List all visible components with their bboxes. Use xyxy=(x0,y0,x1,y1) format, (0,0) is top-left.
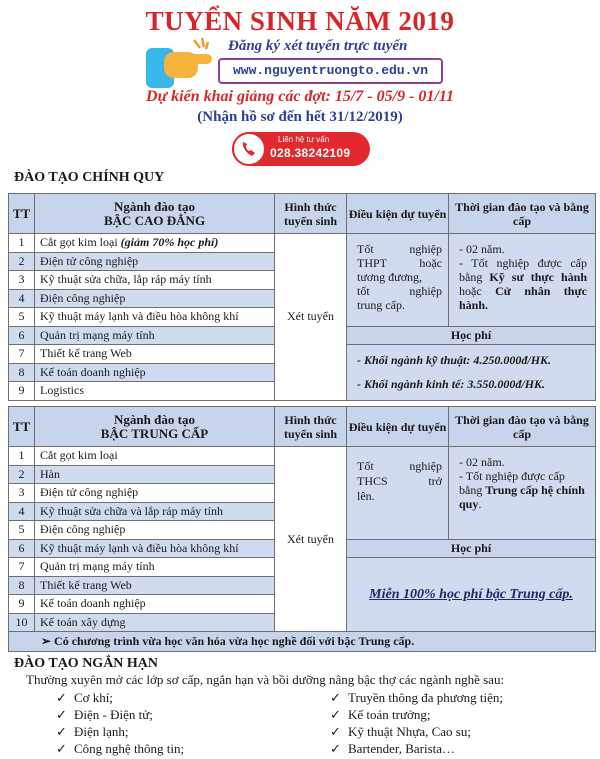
program-name: Kỹ thuật sửa chữa, lắp ráp máy tính xyxy=(35,271,275,290)
website-link[interactable]: www.nguyentruongto.edu.vn xyxy=(218,58,443,84)
college-fee-header: Học phí xyxy=(347,326,596,345)
fee-economic: - Khối ngành kinh tế: 3.550.000đ/HK. xyxy=(357,377,546,392)
formal-training-title: ĐÀO TẠO CHÍNH QUY xyxy=(14,170,165,185)
short-course-item xyxy=(56,741,184,757)
degree-intermediate: Trung cấp hệ chính quy xyxy=(459,483,585,511)
row-number: 3 xyxy=(9,271,35,290)
row-number: 5 xyxy=(9,308,35,327)
discount-note: (giảm 70% học phí) xyxy=(117,235,219,250)
pointing-hand-icon xyxy=(142,34,214,92)
college-duration-degree xyxy=(449,234,596,327)
row-number: 8 xyxy=(9,576,35,595)
degree-bachelor: Cử nhân thực hành. xyxy=(459,284,587,312)
col-program-label: Ngành đào tạo xyxy=(114,198,195,214)
short-course-label: Kế toán trưởng; xyxy=(348,707,431,722)
program-name: Hàn xyxy=(35,465,275,484)
short-term-intro: Thường xuyên mở các lớp sơ cấp, ngắn hạn và bồi dưỡng nâng bậc thợ các ngành nghề sau: xyxy=(26,672,505,687)
short-term-title: ĐÀO TẠO NGẮN HẠN xyxy=(14,656,159,671)
short-course-item xyxy=(330,724,471,740)
intermediate-fee-waiver: Miễn 100% học phí bậc Trung cấp. xyxy=(347,558,596,632)
row-number: 4 xyxy=(9,289,35,308)
hotline-label: Liên hệ tư vấn xyxy=(278,135,330,144)
program-name: Thiết kế trang Web xyxy=(35,576,275,595)
short-course-item xyxy=(330,690,503,706)
short-course-label: Bartender, Barista… xyxy=(348,741,456,756)
short-course-label: Truyền thông đa phương tiện; xyxy=(348,690,503,705)
col-program xyxy=(35,194,275,234)
intermediate-fee-header: Học phí xyxy=(347,539,596,558)
college-entry-condition xyxy=(347,234,449,327)
degree-text xyxy=(459,469,587,511)
intermediate-table xyxy=(8,406,596,652)
degree-suffix: . xyxy=(478,497,482,511)
row-number: 9 xyxy=(9,595,35,614)
degree-text xyxy=(459,256,587,312)
cond-line: tương đương, xyxy=(357,270,423,284)
short-course-label: Kỹ thuật Nhựa, Cao su; xyxy=(348,724,471,739)
cond-line: THCS trở xyxy=(357,474,442,488)
program-name: Thiết kế trang Web xyxy=(35,345,275,364)
program-name xyxy=(35,234,275,253)
check-icon: ✓ xyxy=(330,724,341,739)
row-number: 6 xyxy=(9,539,35,558)
short-course-item xyxy=(56,690,113,706)
college-table xyxy=(8,193,596,401)
duration-years: - 02 năm. xyxy=(459,242,505,256)
cond-line: trung cấp. xyxy=(357,298,405,312)
cond-line: Tốt nghiệp xyxy=(357,242,442,256)
row-number: 10 xyxy=(9,613,35,632)
program-name: Kỹ thuật sửa chữa và lắp ráp máy tính xyxy=(35,502,275,521)
intermediate-duration-degree xyxy=(449,447,596,540)
program-name: Kế toán doanh nghiệp xyxy=(35,363,275,382)
col-tt: TT xyxy=(9,407,35,447)
program-name: Quản trị mạng máy tính xyxy=(35,558,275,577)
short-course-item xyxy=(56,724,129,740)
row-number: 4 xyxy=(9,502,35,521)
combined-program-note: ➢ Có chương trình vừa học văn hóa vừa học nghề đối với bậc Trung cấp. xyxy=(9,632,596,652)
row-number: 1 xyxy=(9,234,35,253)
row-number: 8 xyxy=(9,363,35,382)
intermediate-admission-method: Xét tuyển xyxy=(275,447,347,632)
row-number: 2 xyxy=(9,465,35,484)
page-title: TUYỂN SINH NĂM 2019 xyxy=(145,6,455,36)
col-method: Hình thức tuyển sinh xyxy=(275,194,347,234)
degree-prefix: - Tốt nghiệp được cấp bằng xyxy=(459,256,587,284)
short-course-label: Công nghệ thông tin; xyxy=(74,741,185,756)
college-admission-method: Xét tuyển xyxy=(275,234,347,401)
program-name: Kỹ thuật máy lạnh và điều hòa không khí xyxy=(35,539,275,558)
intermediate-entry-condition xyxy=(347,447,449,540)
college-fee-list xyxy=(347,345,596,401)
program-name-text: Cắt gọt kim loại xyxy=(40,235,118,250)
program-name: Kế toán xây dựng xyxy=(35,613,275,632)
short-course-label: Điện - Điện tử; xyxy=(74,707,153,722)
program-name: Điện tử công nghiệp xyxy=(35,484,275,503)
col-tt: TT xyxy=(9,194,35,234)
degree-mid: hoặc xyxy=(459,284,496,298)
hotline-number: 028.38242109 xyxy=(270,146,351,160)
col-duration: Thời gian đào tạo và bằng cấp xyxy=(449,194,596,234)
program-name: Quản trị mạng máy tính xyxy=(35,326,275,345)
program-name: Điện công nghiệp xyxy=(35,521,275,540)
short-course-item xyxy=(56,707,153,723)
col-condition: Điều kiện dự tuyển xyxy=(347,194,449,234)
intermediate-level-label: BẬC TRUNG CẤP xyxy=(100,425,209,441)
col-program xyxy=(35,407,275,447)
row-number: 7 xyxy=(9,558,35,577)
row-number: 6 xyxy=(9,326,35,345)
college-level-label: BẬC CAO ĐẲNG xyxy=(103,212,206,228)
col-duration: Thời gian đào tạo và bằng cấp xyxy=(449,407,596,447)
program-name: Điện tử công nghiệp xyxy=(35,252,275,271)
row-number: 2 xyxy=(9,252,35,271)
hotline-badge[interactable] xyxy=(232,132,370,166)
cond-line: lên. xyxy=(357,489,375,503)
short-course-item xyxy=(330,741,455,757)
program-name: Kế toán doanh nghiệp xyxy=(35,595,275,614)
program-name: Cắt gọt kim loại xyxy=(35,447,275,466)
application-deadline: (Nhận hồ sơ đến hết 31/12/2019) xyxy=(197,109,403,125)
check-icon: ✓ xyxy=(56,724,67,739)
program-name: Logistics xyxy=(35,382,275,401)
duration-years: - 02 năm. xyxy=(459,455,505,469)
col-condition: Điều kiện dự tuyển xyxy=(347,407,449,447)
cond-line: Tốt nghiệp xyxy=(357,459,442,473)
check-icon: ✓ xyxy=(330,690,341,705)
row-number: 1 xyxy=(9,447,35,466)
cond-line: tốt nghiệp xyxy=(357,284,442,298)
row-number: 9 xyxy=(9,382,35,401)
row-number: 3 xyxy=(9,484,35,503)
check-icon: ✓ xyxy=(330,707,341,722)
col-method: Hình thức tuyển sinh xyxy=(275,407,347,447)
short-course-item xyxy=(330,707,431,723)
phone-icon xyxy=(232,132,266,166)
fee-technical: - Khối ngành kỹ thuật: 4.250.000đ/HK. xyxy=(357,353,552,368)
check-icon: ✓ xyxy=(330,741,341,756)
opening-dates: Dự kiến khai giảng các đợt: 15/7 - 05/9 - 01/11 xyxy=(146,88,454,105)
row-number: 5 xyxy=(9,521,35,540)
cond-line: THPT hoặc xyxy=(357,256,442,270)
row-number: 7 xyxy=(9,345,35,364)
check-icon: ✓ xyxy=(56,741,67,756)
degree-engineer: Kỹ sư thực hành xyxy=(489,270,587,284)
online-registration-text: Đăng ký xét tuyển trực tuyến xyxy=(228,38,408,54)
short-course-label: Cơ khí; xyxy=(74,690,114,705)
program-name: Điện công nghiệp xyxy=(35,289,275,308)
degree-prefix: - Tốt nghiệp được cấp bằng xyxy=(459,469,565,497)
program-name: Kỹ thuật máy lạnh và điều hòa không khí xyxy=(35,308,275,327)
check-icon: ✓ xyxy=(56,690,67,705)
short-course-label: Điện lạnh; xyxy=(74,724,129,739)
check-icon: ✓ xyxy=(56,707,67,722)
col-program-label: Ngành đào tạo xyxy=(114,411,195,427)
